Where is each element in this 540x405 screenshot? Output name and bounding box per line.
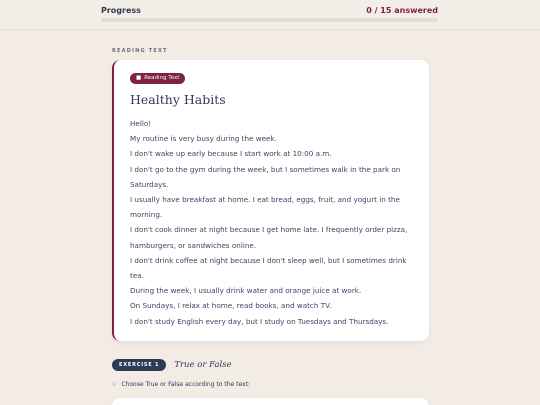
- reading-badge-label: Reading Text: [144, 75, 180, 81]
- reading-line: My routine is very busy during the week.: [130, 134, 277, 144]
- exercise-title: True or False: [174, 360, 232, 370]
- exercise-pill: EXERCISE 1: [112, 359, 166, 371]
- reading-line: I don't drink coffee at night because I don't sleep well, but I sometimes drink tea.: [130, 255, 407, 281]
- reading-line: I don't go to the gym during the week, but I sometimes walk in the park on Saturdays.: [130, 164, 401, 189]
- progress-header: [0, 0, 540, 30]
- reading-card: [112, 60, 429, 341]
- reading-line: I usually have breakfast at home. I eat bread, eggs, fruit, and yogurt in the morning.: [130, 195, 400, 220]
- reading-line: On Sundays, I relax at home, read books, and watch TV.: [130, 301, 332, 311]
- instruction-text: Choose True or False according to the text:: [121, 381, 250, 388]
- progress-count: 0 / 15 answered: [366, 6, 438, 15]
- pointing-hand-icon: ☞: [112, 381, 118, 388]
- reading-text: [130, 116, 420, 329]
- reading-line: Hello!: [130, 119, 152, 128]
- question-card: [112, 398, 429, 405]
- progress-label: Progress: [101, 6, 141, 15]
- reading-section-label: READING TEXT: [112, 48, 168, 54]
- reading-title: Healthy Habits: [130, 92, 226, 107]
- reading-badge: [130, 73, 185, 84]
- exercise-instruction: [112, 381, 250, 388]
- reading-line: During the week, I usually drink water and orange juice at work.: [130, 286, 362, 296]
- reading-line: I don't wake up early because I start work at 10:00 a.m.: [130, 149, 332, 159]
- reading-line: I don't cook dinner at night because I get home late. I frequently order pizza, hamburgers, or sandwiches online.: [130, 225, 408, 250]
- book-icon: ■: [136, 75, 142, 81]
- progress-track: [101, 18, 438, 22]
- reading-line: I don't study English every day, but I study on Tuesdays and Thursdays.: [130, 316, 389, 326]
- exercise-header: [112, 358, 232, 372]
